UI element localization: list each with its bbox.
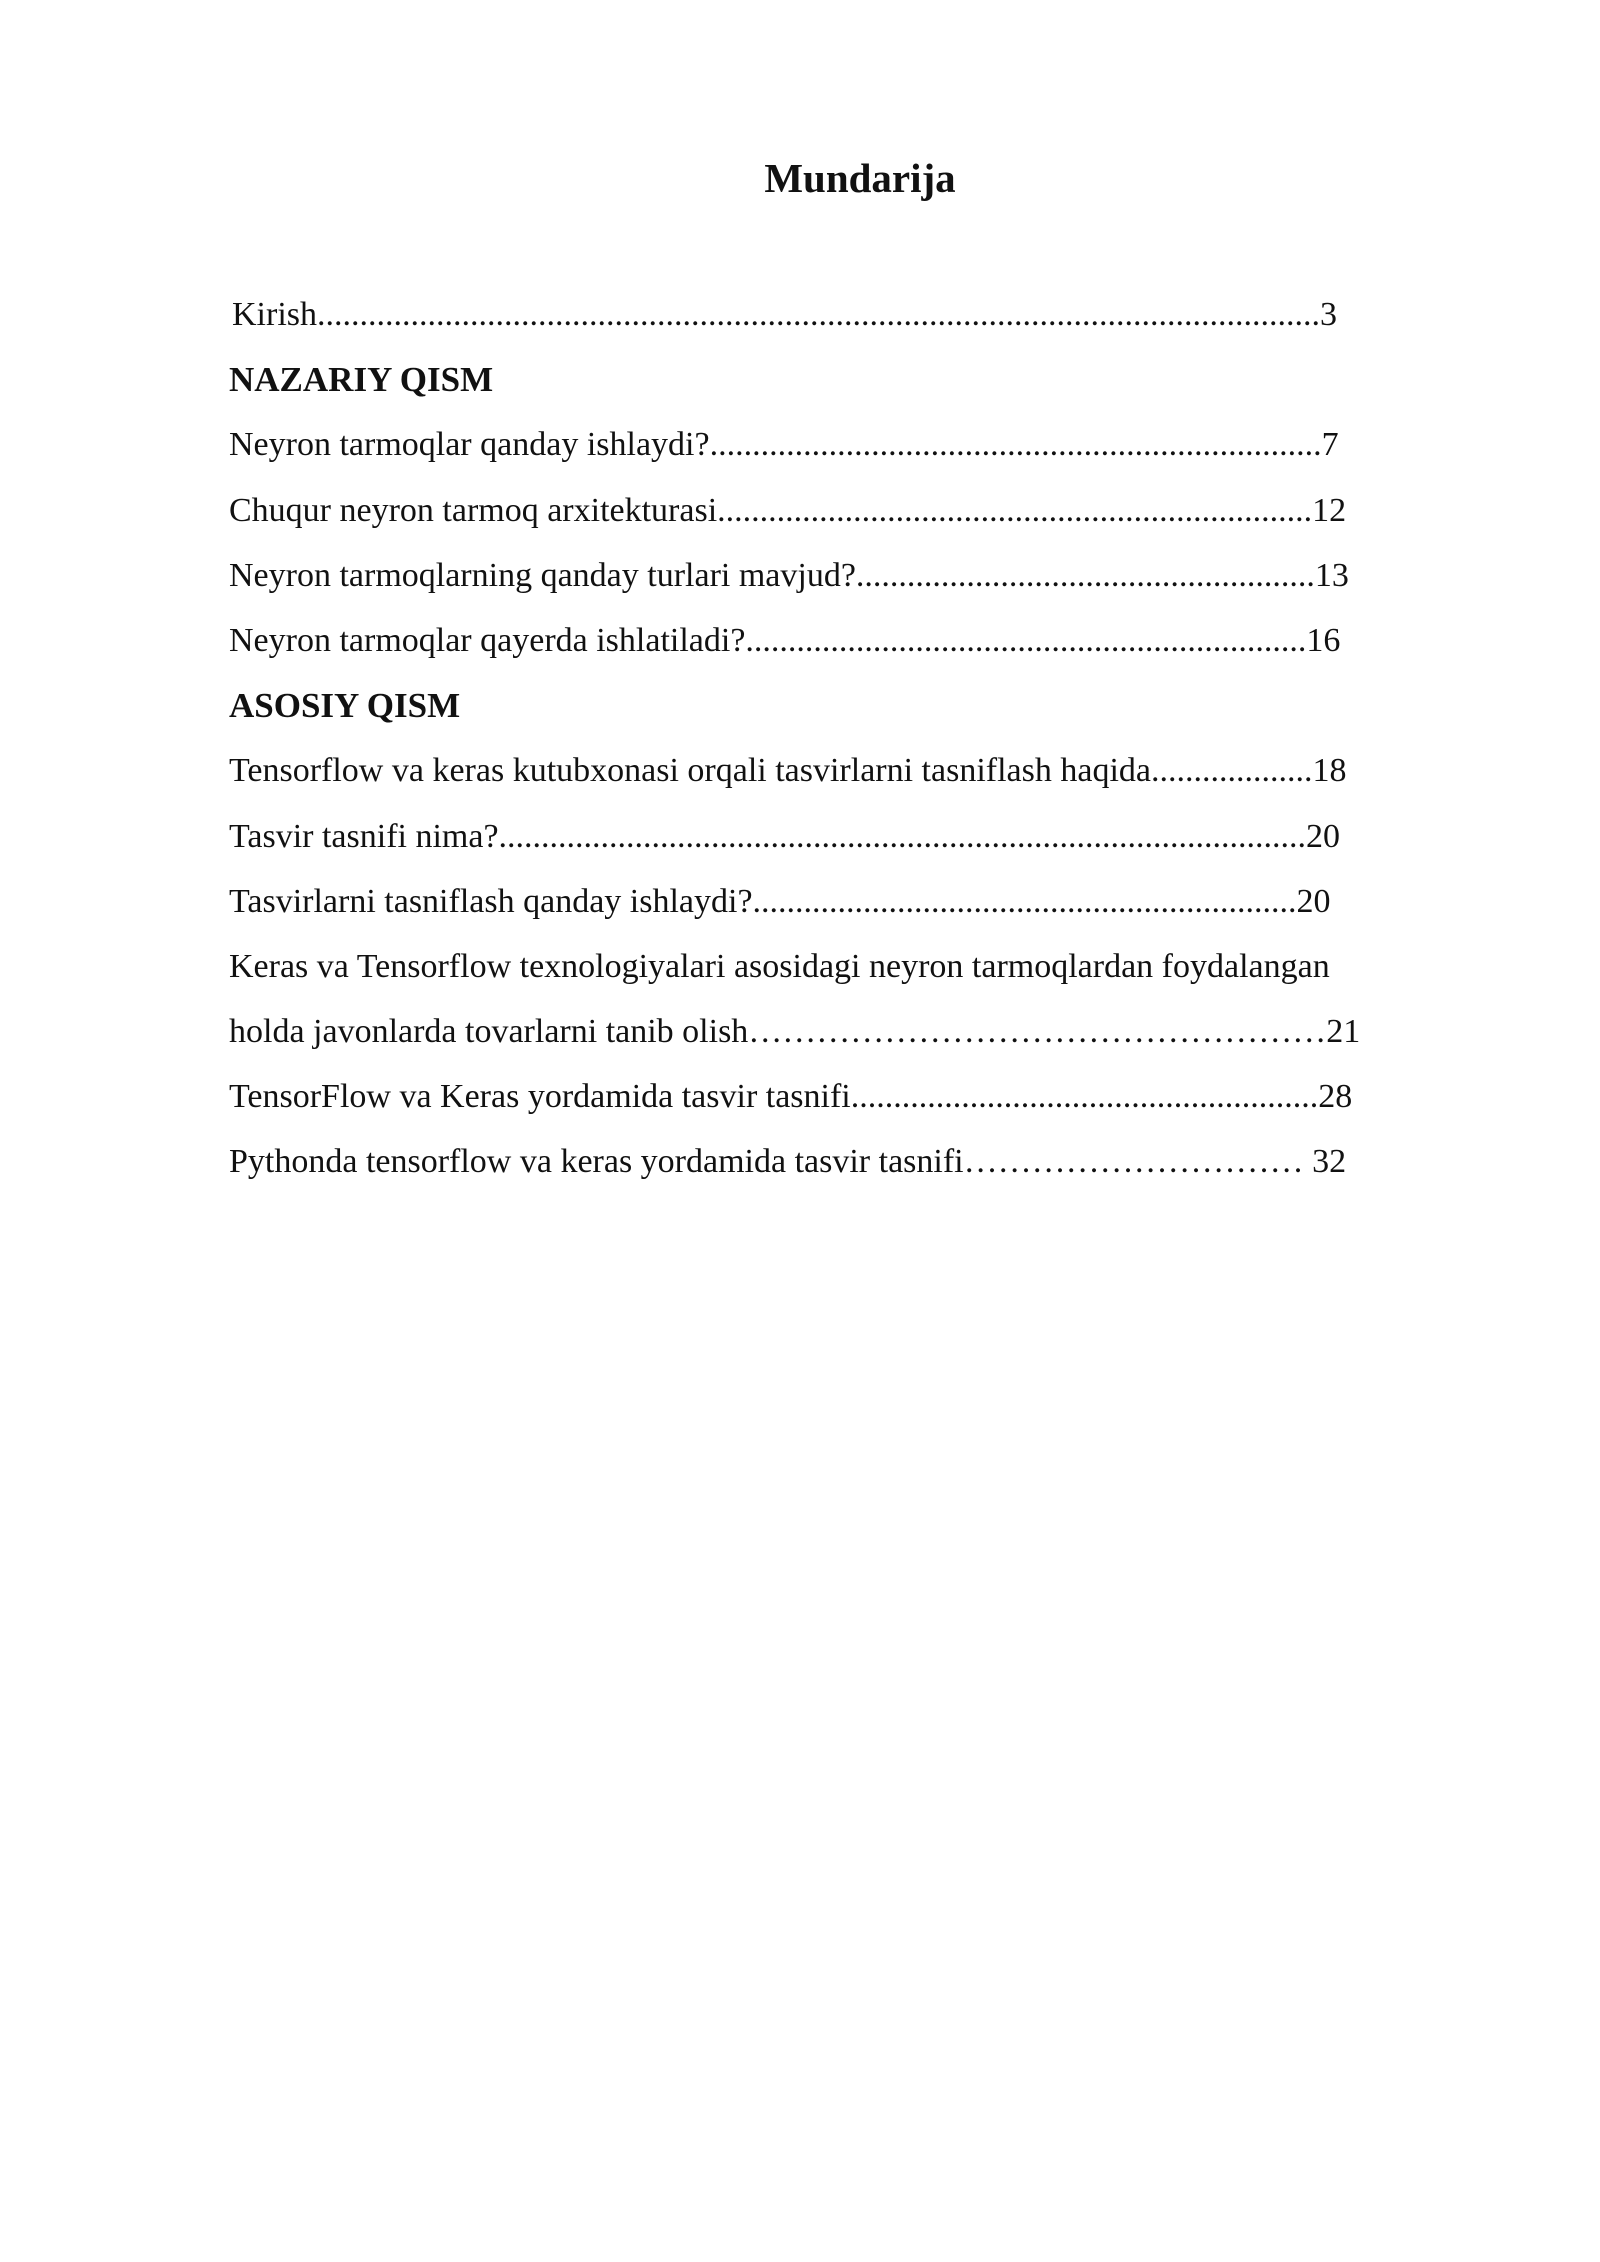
toc-entry-page: 16 bbox=[1306, 621, 1341, 659]
toc-entry bbox=[229, 940, 1489, 1005]
toc-entry-text: holda javonlarda tovarlarni tanib olish…………………………………………… bbox=[229, 1013, 1327, 1051]
toc-entry bbox=[229, 810, 1489, 875]
toc-entry bbox=[229, 1135, 1489, 1200]
toc-entry-page: 3 bbox=[1320, 296, 1337, 333]
toc-entry-text: Tasvir tasnifi nima?............................................................................................... bbox=[229, 817, 1307, 855]
page-title: Mundarija bbox=[764, 155, 956, 201]
toc-entry bbox=[229, 744, 1489, 809]
toc-entry bbox=[229, 288, 1489, 353]
toc-entry-text: Neyron tarmoqlarning qanday turlari mavjud?...................................................... bbox=[229, 556, 1315, 594]
toc-entry-text: Tasvirlarni tasniflash qanday ishlaydi?................................................................ bbox=[229, 882, 1297, 920]
toc-entry-page: 20 bbox=[1296, 882, 1331, 920]
toc-entry-text: Neyron tarmoqlar qanday ishlaydi?........................................................................ bbox=[229, 426, 1322, 464]
toc-entry-page: 20 bbox=[1306, 817, 1341, 855]
toc-entry bbox=[229, 614, 1489, 679]
toc-entry bbox=[229, 875, 1489, 940]
toc-entry-text: Pythonda tensorflow va keras yordamida tasvir tasnifi………………………… bbox=[229, 1143, 1313, 1181]
toc-entry-page: 13 bbox=[1314, 556, 1349, 594]
toc-entry-page: 21 bbox=[1326, 1013, 1361, 1051]
toc-entry-text: TensorFlow va Keras yordamida tasvir tasnifi....................................................... bbox=[229, 1078, 1319, 1116]
toc-entry bbox=[229, 418, 1489, 483]
toc-entry bbox=[229, 1070, 1489, 1135]
toc-entry-page: 28 bbox=[1318, 1078, 1353, 1116]
toc-entry-text: Keras va Tensorflow texnologiyalari asosidagi neyron tarmoqlardan foydalangan bbox=[229, 947, 1330, 985]
toc-entry bbox=[229, 549, 1489, 614]
toc-entry bbox=[229, 484, 1489, 549]
toc-entry-text: Neyron tarmoqlar qayerda ishlatiladi?.................................................................. bbox=[229, 621, 1307, 659]
toc-section-heading bbox=[229, 353, 1489, 418]
toc-entry-page: 32 bbox=[1312, 1143, 1347, 1181]
toc-section-heading bbox=[229, 679, 1489, 744]
toc-heading-text: NAZARIY QISM bbox=[229, 360, 494, 400]
toc-heading-text: ASOSIY QISM bbox=[229, 686, 461, 726]
toc-entry-text: Kirish...................................................................................................................... bbox=[232, 296, 1320, 333]
toc-entry-text: Tensorflow va keras kutubxonasi orqali tasvirlarni tasniflash haqida................... bbox=[229, 752, 1313, 790]
toc-entry-page: 7 bbox=[1321, 426, 1339, 464]
toc-entry-page: 18 bbox=[1312, 752, 1347, 790]
toc-entry-text: Chuqur neyron tarmoq arxitekturasi...................................................................... bbox=[229, 491, 1313, 529]
table-of-contents bbox=[229, 288, 1489, 1201]
toc-entry-page: 12 bbox=[1312, 491, 1347, 529]
toc-entry bbox=[229, 1005, 1489, 1070]
